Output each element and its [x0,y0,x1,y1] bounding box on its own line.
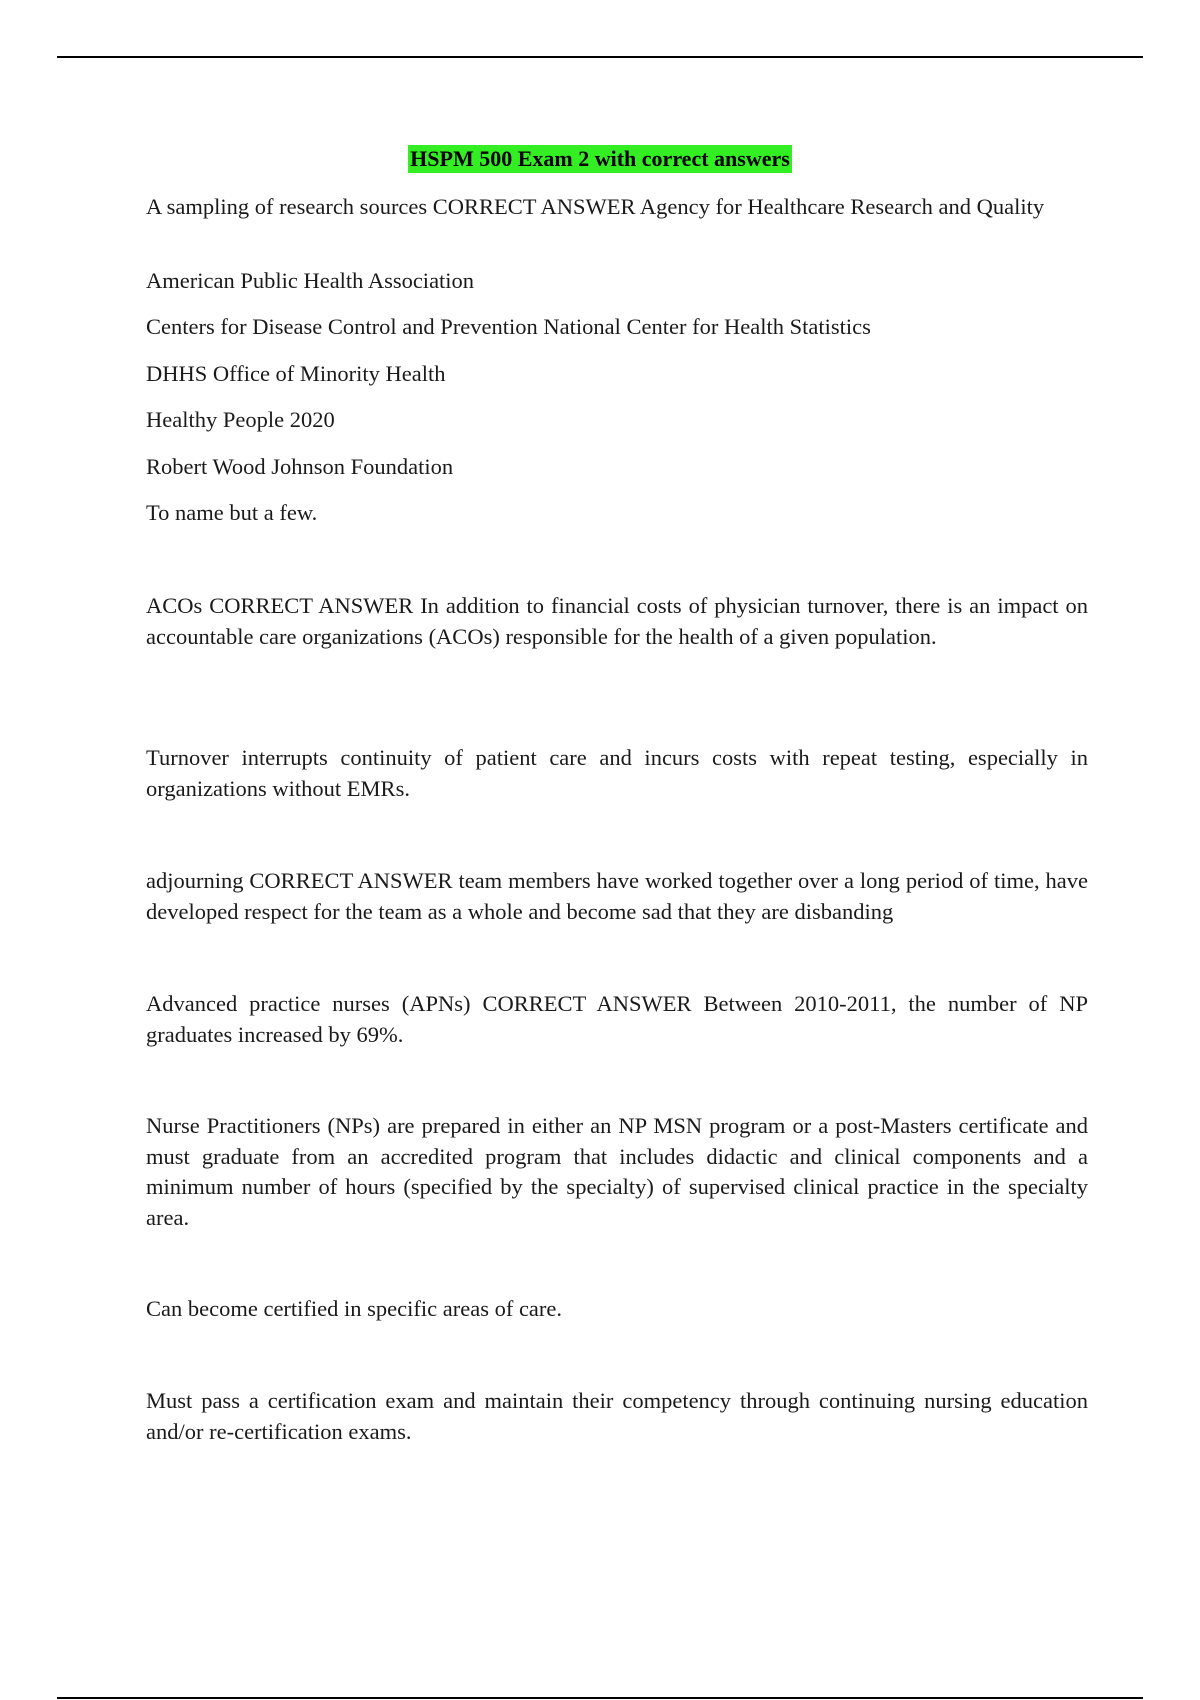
paragraph-turnover [146,743,1088,804]
paragraph-acos [146,591,1088,652]
paragraph-text: Can become certified in specific areas of care. [146,1296,563,1321]
paragraph-certification-exam [146,1386,1088,1447]
paragraph-text: Turnover interrupts continuity of patient care and incurs costs with repeat testing, especially in organizations without EMRs. [146,745,1088,801]
paragraph-text: DHHS Office of Minority Health [146,361,446,386]
paragraph-healthy-people [146,405,1088,436]
paragraph-text: Nurse Practitioners (NPs) are prepared in either an NP MSN program or a post-Masters certificate and must graduate from an accredited program that includes didactic and clinical components and a minimum number of hours (specified by the specialty) of supervised clinical practice in the specialty area. [146,1113,1088,1230]
paragraph-text: Robert Wood Johnson Foundation [146,454,454,479]
paragraph-adjourning [146,866,1088,927]
paragraph-text: adjourning CORRECT ANSWER team members have worked together over a long period of time, have developed respect for the team as a whole and become sad that they are disbanding [146,868,1088,924]
top-rule [57,56,1143,58]
paragraph-text: Must pass a certification exam and maintain their competency through continuing nursing education and/or re-certification exams. [146,1388,1088,1444]
paragraph-research-sources [146,192,1088,223]
paragraph-apha [146,266,1088,297]
paragraph-text: ACOs CORRECT ANSWER In addition to financial costs of physician turnover, there is an impact on accountable care organizations (ACOs) responsible for the health of a given population. [146,593,1088,649]
paragraph-text: American Public Health Association [146,268,475,293]
paragraph-text: Centers for Disease Control and Prevention National Center for Health Statistics [146,314,871,339]
paragraph-text: Healthy People 2020 [146,407,335,432]
paragraph-rwjf [146,452,1088,483]
bottom-rule [57,1697,1143,1699]
paragraph-text: Advanced practice nurses (APNs) CORRECT ANSWER Between 2010-2011, the number of NP graduates increased by 69%. [146,991,1088,1047]
paragraph-cdc [146,312,1088,343]
paragraph-nurse-practitioners [146,1111,1088,1233]
paragraph-dhhs [146,359,1088,390]
title-block [0,145,1200,173]
paragraph-to-name-a-few [146,498,1088,529]
document-title: HSPM 500 Exam 2 with correct answers [410,146,790,171]
paragraph-text: To name but a few. [146,500,318,525]
paragraph-certified [146,1294,1088,1325]
paragraph-apns [146,989,1088,1050]
paragraph-text: A sampling of research sources CORRECT ANSWER Agency for Healthcare Research and Quality [146,194,1045,219]
